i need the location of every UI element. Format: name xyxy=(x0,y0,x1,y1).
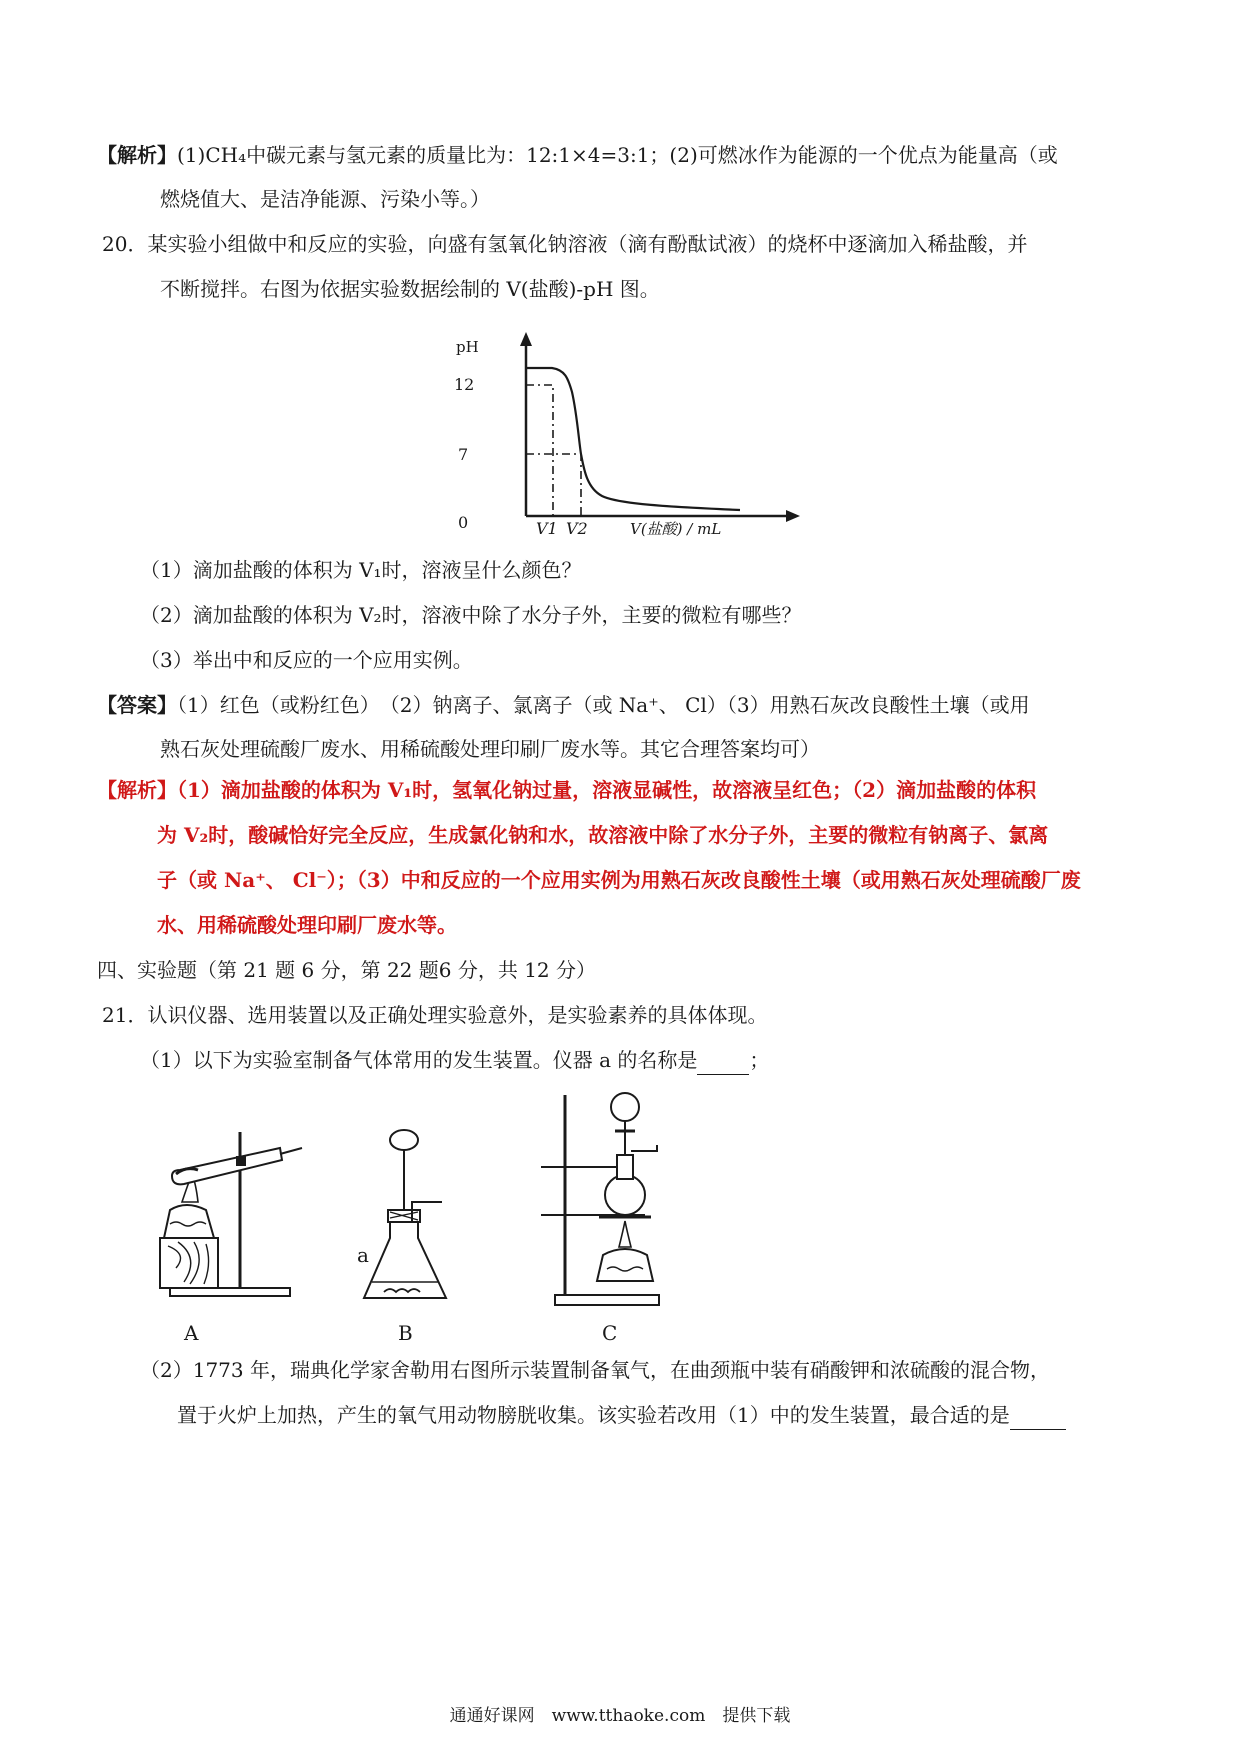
q21-sub1-end: ； xyxy=(749,1048,770,1072)
answer-line2: 熟石灰处理硫酸厂废水、用稀硫酸处理印刷厂废水等。其它合理答案均可） xyxy=(160,737,820,761)
round-flask xyxy=(605,1175,645,1215)
y-tick-12: 12 xyxy=(454,375,475,394)
label-a: a xyxy=(357,1243,369,1267)
caption-c: C xyxy=(602,1321,618,1345)
page-footer: 通通好课网 www.tthaoke.com 提供下载 xyxy=(449,1706,791,1726)
answer-line1 xyxy=(97,690,1030,720)
analysis2-line4: 水、用稀硫酸处理印刷厂废水等。 xyxy=(157,913,457,937)
answer-blank-2[interactable] xyxy=(1010,1409,1066,1430)
apparatus-a xyxy=(150,1130,370,1360)
conical-flask xyxy=(364,1218,446,1298)
analysis1-text: (1)CH₄中碳元素与氢元素的质量比为：12:1×4=3:1；(2)可燃冰作为能源的一个优点为能量高（或 xyxy=(177,143,1058,167)
analysis2-line2: 为 V₂时，酸碱恰好完全反应，生成氯化钠和水，故溶液中除了水分子外，主要的微粒有钠离子、氯离 xyxy=(157,823,1049,847)
q21-sub1 xyxy=(140,1045,769,1075)
analysis2-text: （1）滴加盐酸的体积为 V₁时，氢氧化钠过量，溶液显碱性，故溶液呈红色；（2）滴加盐酸的体积 xyxy=(177,778,1037,802)
caption-a: A xyxy=(184,1321,199,1345)
separatory-funnel xyxy=(611,1093,639,1121)
side-tube-c xyxy=(631,1145,657,1151)
test-tube xyxy=(172,1148,282,1184)
answer-blank-1[interactable] xyxy=(697,1054,749,1075)
analysis2-line1 xyxy=(97,775,1036,805)
answer-text: （1）红色（或粉红色） （2）钠离子、氯离子（或 Na⁺、 Cl）（3）用熟石灰改良酸性土壤（或用 xyxy=(177,693,1030,717)
answer-label: 【答案】 xyxy=(97,693,177,717)
ref-line-v1 xyxy=(526,385,553,516)
x-axis-label: V(盐酸) / mL xyxy=(630,520,722,538)
wood-block xyxy=(160,1238,218,1288)
delivery-tube-a xyxy=(280,1148,302,1154)
q21-sub2-text: 置于火炉上加热，产生的氧气用动物膀胱收集。该实验若改用（1）中的发生装置，最合适的是 xyxy=(177,1403,1010,1427)
x-tick-v1: V1 xyxy=(536,519,558,538)
ph-curve xyxy=(526,368,740,510)
q20-sub3: （3）举出中和反应的一个应用实例。 xyxy=(140,648,473,672)
q20-sub1: （1）滴加盐酸的体积为 V₁时，溶液呈什么颜色？ xyxy=(140,558,582,582)
alcohol-lamp-c xyxy=(597,1249,653,1281)
clamp-a xyxy=(236,1156,246,1166)
apparatus-c xyxy=(535,1085,695,1317)
y-axis-arrow xyxy=(520,332,532,346)
x-axis-arrow xyxy=(786,510,800,522)
alcohol-lamp-a xyxy=(164,1205,214,1238)
q21-sub2-line2 xyxy=(177,1400,1066,1430)
lamp-flame-c xyxy=(619,1221,631,1247)
origin-label: 0 xyxy=(458,513,469,532)
funnel-bulb-b xyxy=(390,1130,418,1150)
apparatus-b xyxy=(350,1128,480,1318)
analysis1-line1 xyxy=(97,140,1058,170)
y-tick-7: 7 xyxy=(458,445,469,464)
y-axis-label: pH xyxy=(456,338,479,356)
q21-sub2-line1: （2）1773 年，瑞典化学家舍勒用右图所示装置制备氧气，在曲颈瓶中装有硝酸钾和浓硫酸的混合物， xyxy=(140,1358,1050,1382)
flask-neck xyxy=(617,1155,633,1179)
q21-line1: 21．认识仪器、选用装置以及正确处理实验意外，是实验素养的具体体现。 xyxy=(102,1003,768,1027)
analysis1-label: 【解析】 xyxy=(97,143,177,167)
q20-line1: 20．某实验小组做中和反应的实验，向盛有氢氧化钠溶液（滴有酚酞试液）的烧杯中逐滴加入稀盐酸，并 xyxy=(102,232,1028,256)
analysis2-label: 【解析】 xyxy=(97,778,177,802)
analysis1-line2: 燃烧值大、是洁净能源、污染小等。） xyxy=(160,187,490,211)
x-tick-v2: V2 xyxy=(566,519,588,538)
analysis2-line3: 子（或 Na⁺、 Cl⁻）；（3）中和反应的一个应用实例为用熟石灰改良酸性土壤（或用熟石灰处理硫酸厂废 xyxy=(157,868,1081,892)
q20-sub2: （2）滴加盐酸的体积为 V₂时，溶液中除了水分子外，主要的微粒有哪些？ xyxy=(140,603,802,627)
stand-base-a xyxy=(170,1288,290,1296)
caption-b: B xyxy=(398,1321,413,1345)
q20-line2: 不断搅拌。右图为依据实验数据绘制的 V(盐酸)-pH 图。 xyxy=(160,277,660,301)
q21-sub1-text: （1）以下为实验室制备气体常用的发生装置。仪器 a 的名称是 xyxy=(140,1048,698,1072)
stand-base-c xyxy=(555,1295,659,1305)
section4-heading: 四、实验题（第 21 题 6 分，第 22 题6 分，共 12 分） xyxy=(97,958,597,982)
